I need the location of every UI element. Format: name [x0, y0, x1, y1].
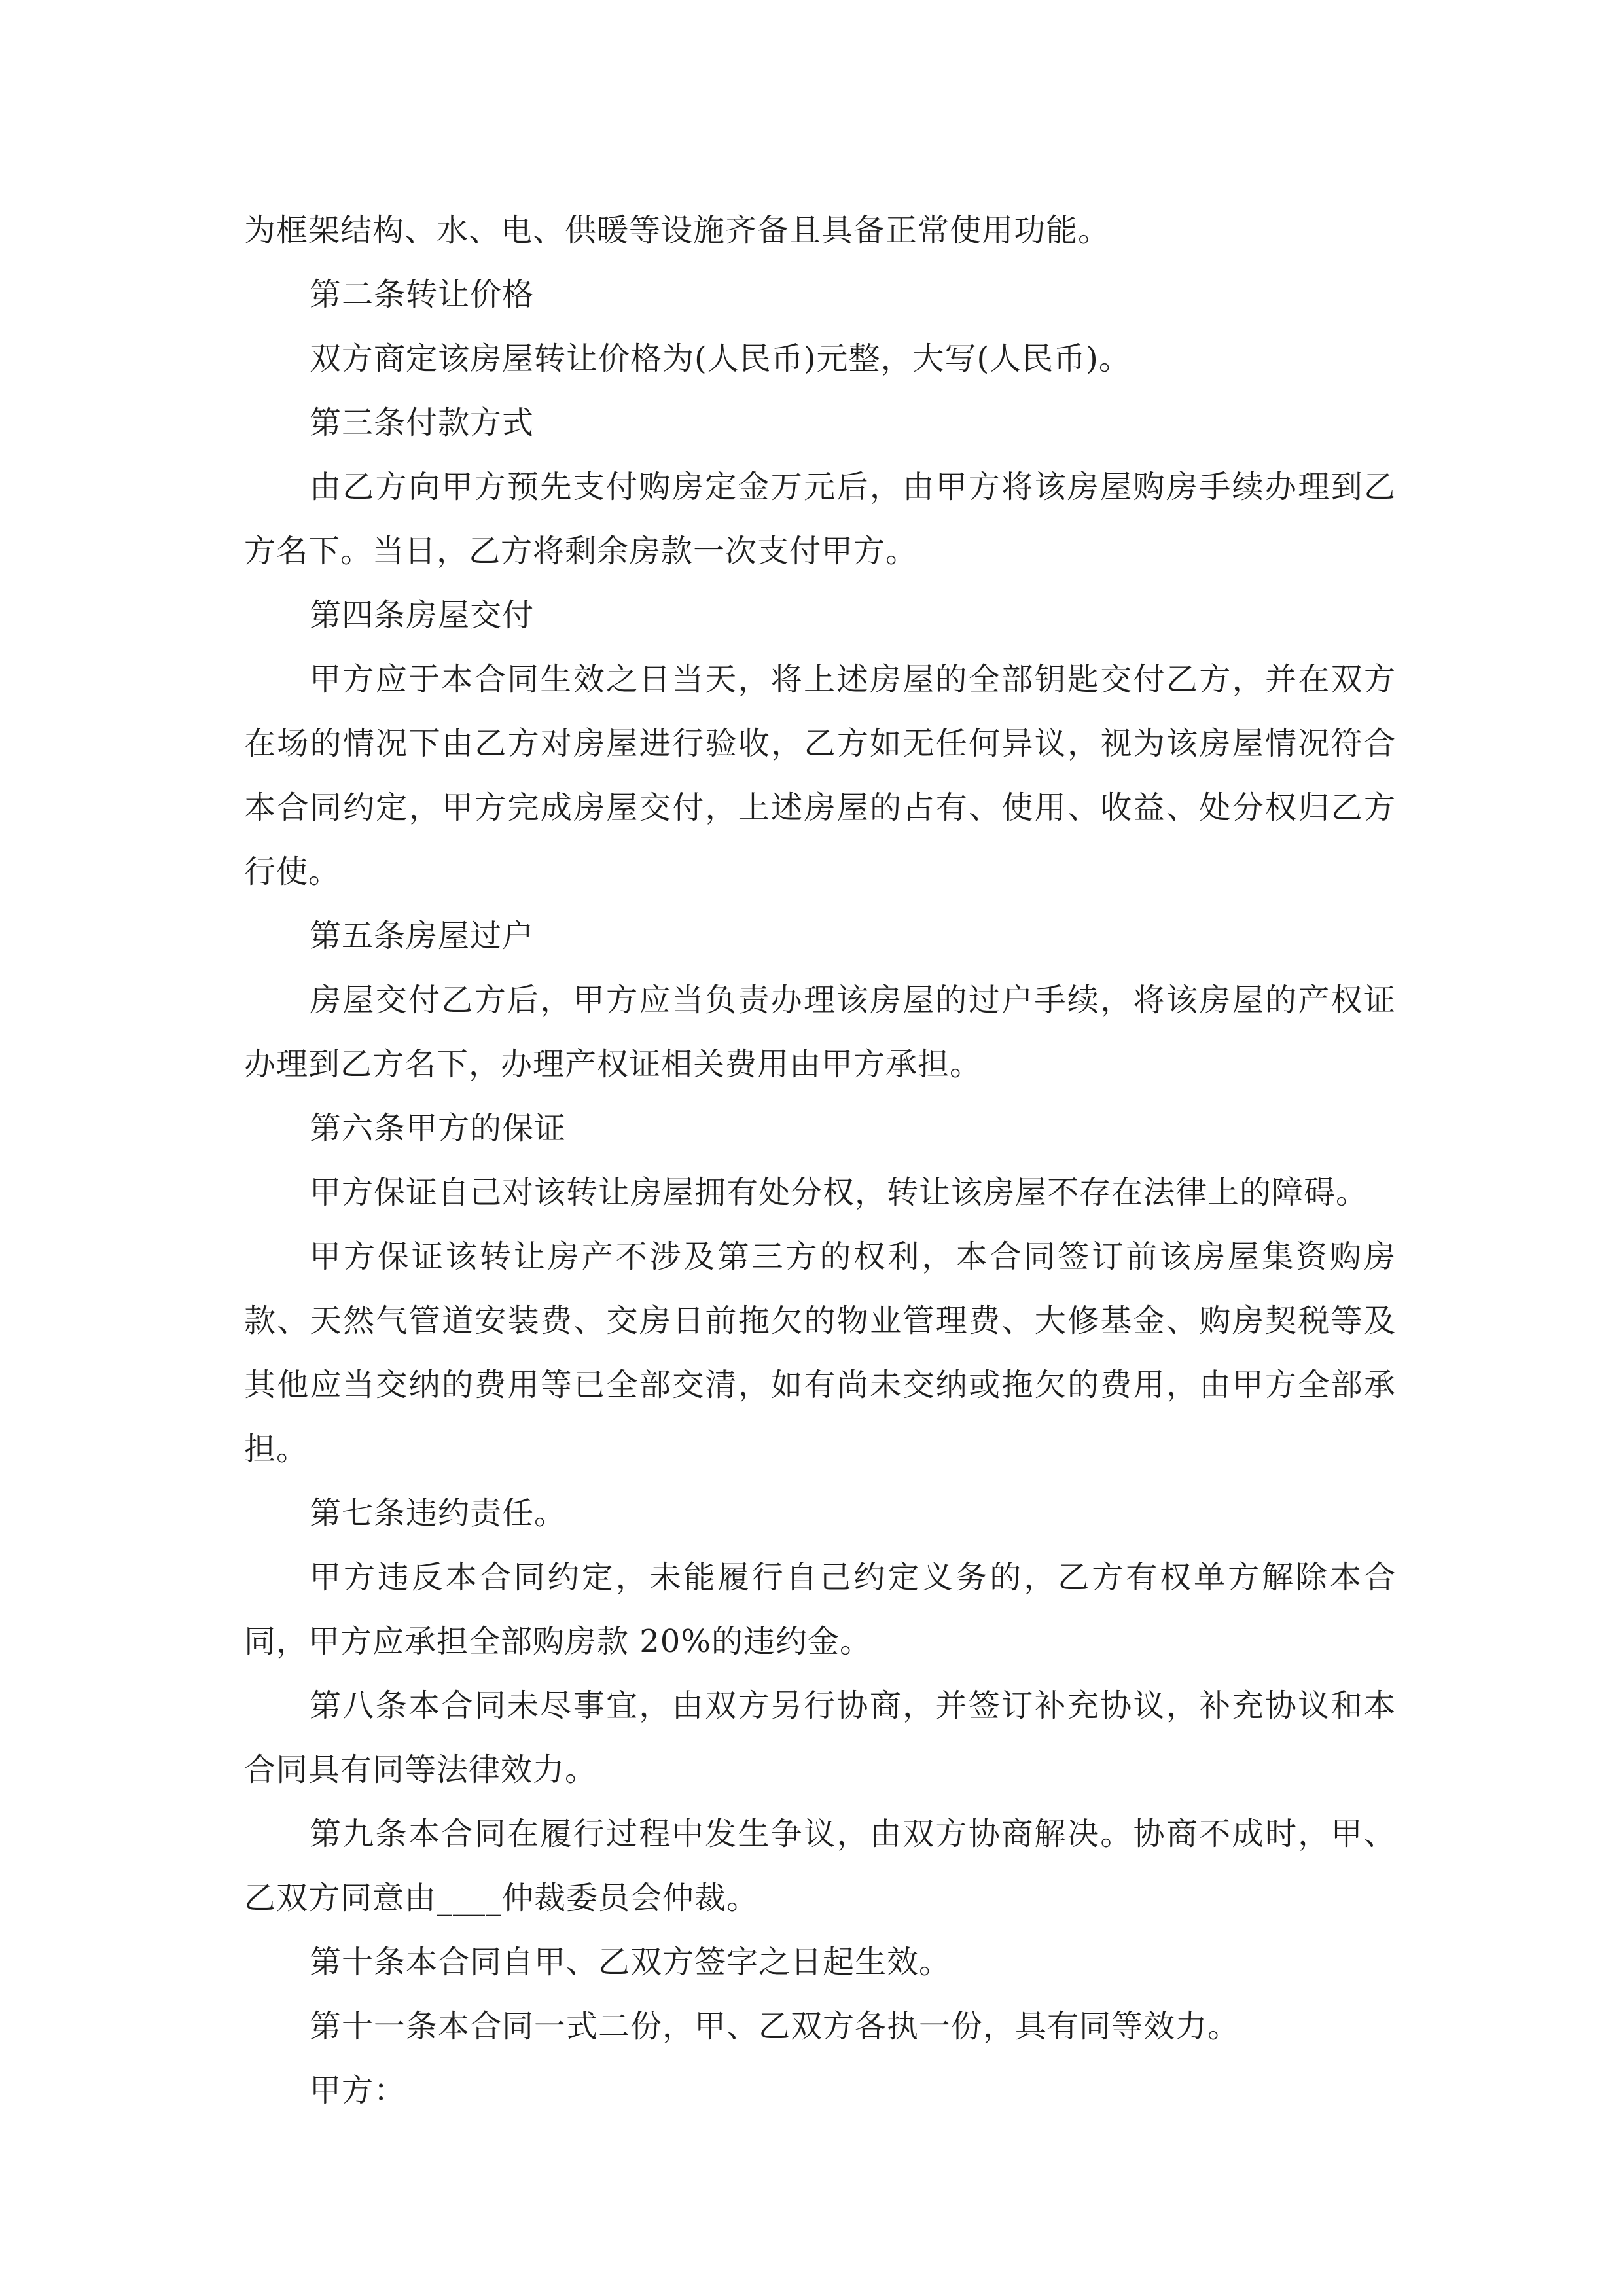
heading-article-7: 第七条违约责任。 [310, 1495, 567, 1532]
contract-body [244, 198, 1396, 2123]
paragraph-article-7: 甲方违反本合同约定，未能履行自己约定义务的，乙方有权单方解除本合同，甲方应承担全部购房款 20%的违约金。 [244, 1559, 1396, 1660]
paragraph-article-6-fees: 甲方保证该转让房产不涉及第三方的权利，本合同签订前该房屋集资购房款、天然气管道安装费、交房日前拖欠的物业管理费、大修基金、购房契税等及其他应当交纳的费用等已全部交清，如有尚未交纳或拖欠的费用，由甲方全部承担。 [244, 1238, 1396, 1467]
paragraph-article-9: 第九条本合同在履行过程中发生争议，由双方协商解决。协商不成时，甲、乙双方同意由____仲裁委员会仲裁。 [244, 1816, 1396, 1916]
heading-article-5: 第五条房屋过户 [310, 918, 535, 954]
paragraph-article-10: 第十条本合同自甲、乙双方签字之日起生效。 [310, 1944, 952, 1981]
paragraph-article-2: 双方商定该房屋转让价格为(人民币)元整，大写(人民币)。 [310, 340, 1131, 377]
heading-article-4: 第四条房屋交付 [310, 597, 535, 634]
paragraph-article-4: 甲方应于本合同生效之日当天，将上述房屋的全部钥匙交付乙方，并在双方在场的情况下由乙方对房屋进行验收，乙方如无任何异议，视为该房屋情况符合本合同约定，甲方完成房屋交付，上述房屋的占有、使用、收益、处分权归乙方行使。 [244, 661, 1396, 890]
paragraph-article-8: 第八条本合同未尽事宜，由双方另行协商，并签订补充协议，补充协议和本合同具有同等法律效力。 [244, 1687, 1396, 1788]
paragraph-article-5: 房屋交付乙方后，甲方应当负责办理该房屋的过户手续，将该房屋的产权证办理到乙方名下，办理产权证相关费用由甲方承担。 [244, 982, 1396, 1083]
paragraph-facilities: 为框架结构、水、电、供暖等设施齐备且具备正常使用功能。 [244, 212, 1111, 249]
party-a-signature-label: 甲方： [310, 2072, 406, 2109]
heading-article-6: 第六条甲方的保证 [310, 1110, 567, 1147]
paragraph-article-6-disposal: 甲方保证自己对该转让房屋拥有处分权，转让该房屋不存在法律上的障碍。 [310, 1174, 1368, 1211]
heading-article-3: 第三条付款方式 [310, 404, 535, 441]
paragraph-article-3: 由乙方向甲方预先支付购房定金万元后，由甲方将该房屋购房手续办理到乙方名下。当日，乙方将剩余房款一次支付甲方。 [244, 469, 1396, 569]
heading-article-2: 第二条转让价格 [310, 276, 535, 313]
paragraph-article-11: 第十一条本合同一式二份，甲、乙双方各执一份，具有同等效力。 [310, 2008, 1240, 2045]
